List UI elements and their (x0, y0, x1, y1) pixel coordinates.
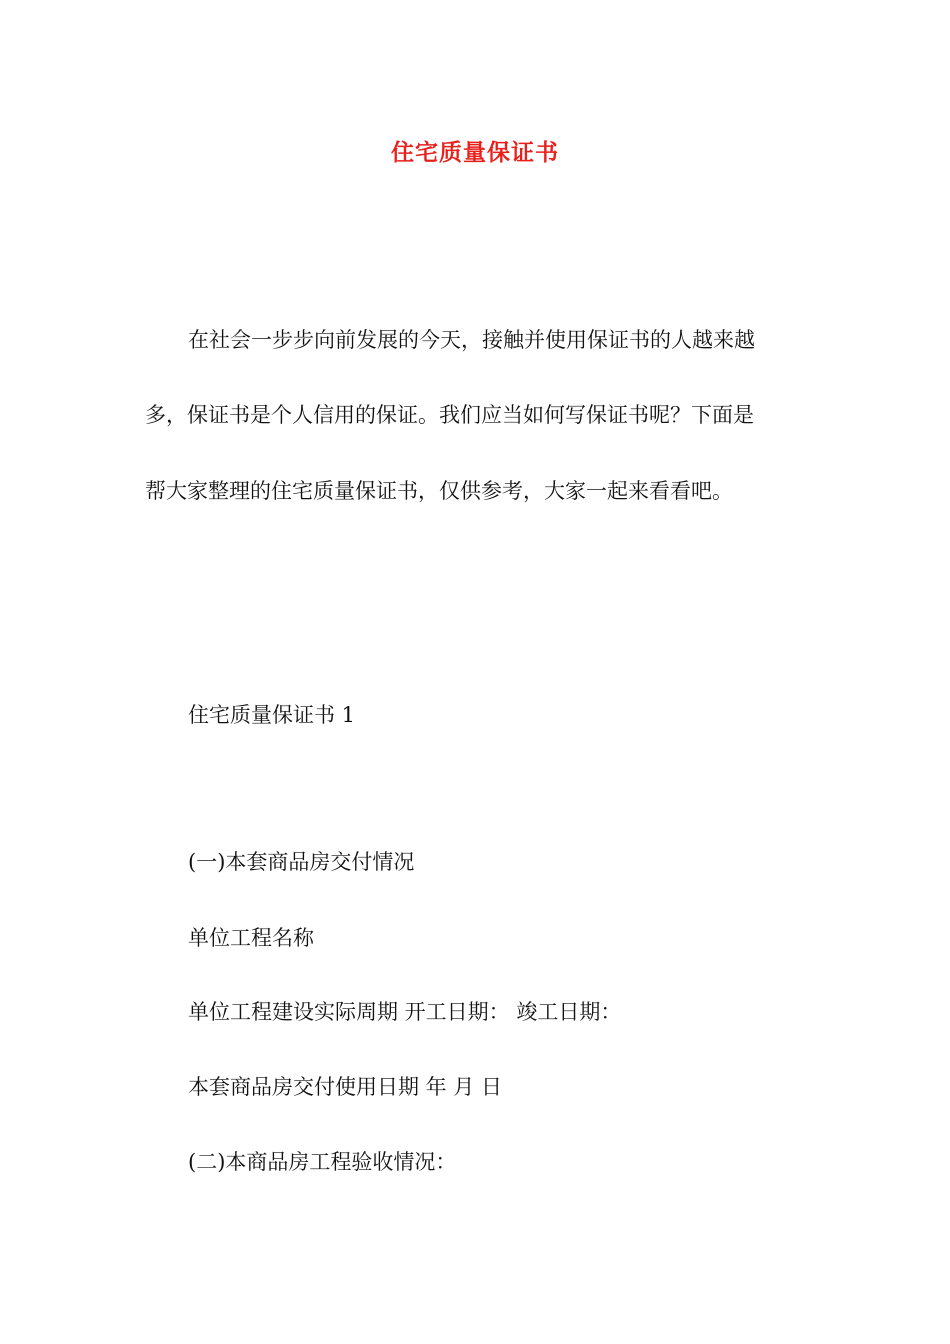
intro-line-2: 多，保证书是个人信用的保证。我们应当如何写保证书呢？下面是 (145, 403, 754, 427)
intro-line-3: 帮大家整理的住宅质量保证书，仅供参考，大家一起来看看吧。 (145, 479, 733, 503)
item-construction-period: 单位工程建设实际周期 开工日期： 竣工日期： (188, 1000, 622, 1024)
item-delivery-date: 本套商品房交付使用日期 年 月 日 (188, 1075, 503, 1099)
document-title: 住宅质量保证书 (391, 139, 559, 166)
section-heading: 住宅质量保证书 1 (188, 703, 356, 727)
item-delivery-status: (一)本套商品房交付情况 (188, 850, 415, 874)
item-project-name: 单位工程名称 (188, 926, 314, 950)
item-acceptance-status: (二)本商品房工程验收情况： (188, 1150, 457, 1174)
intro-line-1: 在社会一步步向前发展的今天，接触并使用保证书的人越来越 (188, 328, 755, 352)
